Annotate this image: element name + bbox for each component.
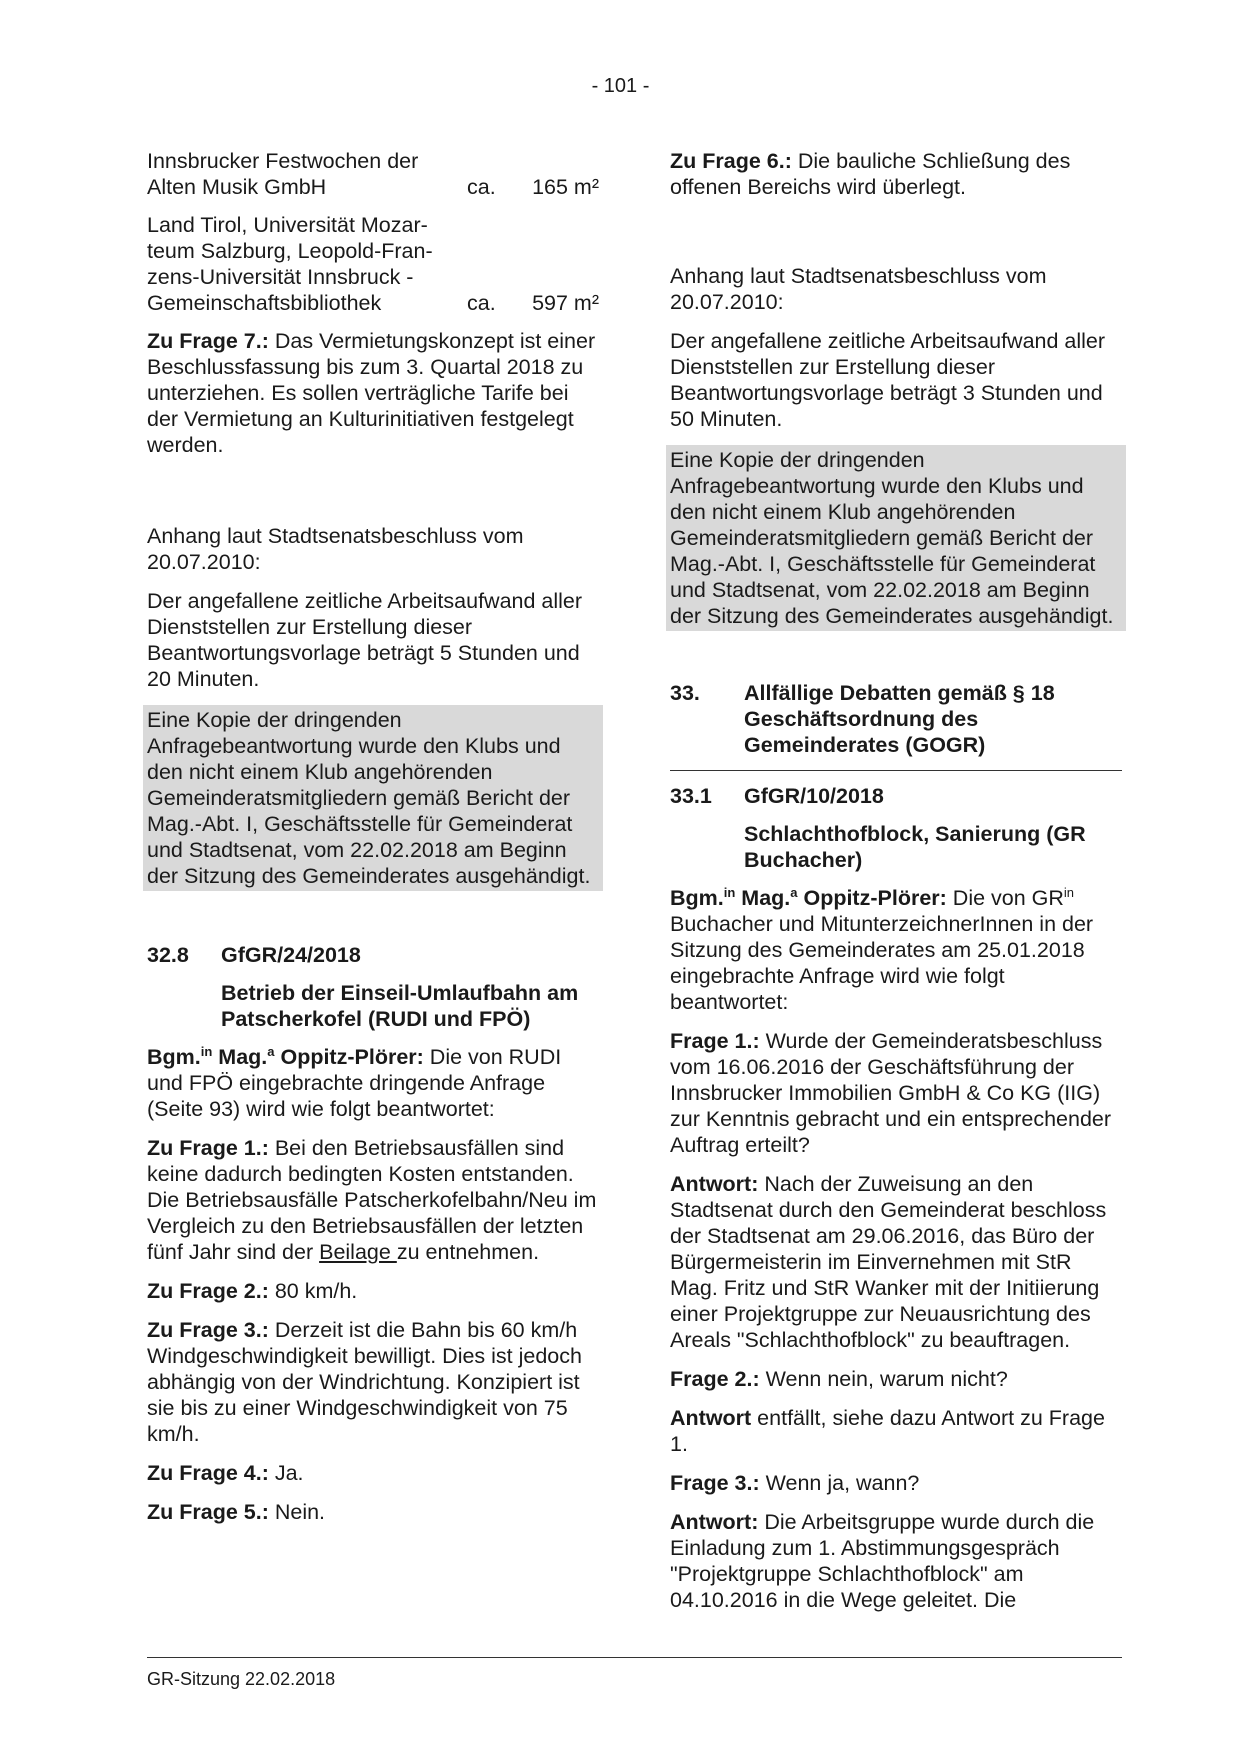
tenant-name-line: teum Salzburg, Leopold-Fran- [147, 239, 433, 263]
tenant-name-line: Gemeinschaftsbibliothek [147, 291, 382, 315]
subsection-id: GfGR/10/2018 [744, 784, 884, 808]
answer-q6: Zu Frage 6.: Die bauliche Schließung des offenen Bereichs wird überlegt. [670, 149, 1071, 199]
copy-notice: Eine Kopie der dringenden Anfragebeantwortung wurde den Klubs und den nicht einem Klub angehörenden Gemeinderatsmitgliedern gemäß Bericht der Mag.-Abt. I, Geschäftsstelle für Gemeinderat und Stadtsenat, vom 22.02.2018 am Beginn der Sitzung des Gemeinderates ausgehändigt. [666, 445, 1126, 631]
tenant-name-line: Alten Musik GmbH [147, 175, 327, 199]
left-column [147, 148, 599, 1538]
section-number: 33. [670, 681, 700, 705]
tenant-entry [147, 148, 599, 200]
footer-divider [147, 1657, 1122, 1658]
section-number: 32.8 [147, 943, 189, 967]
question-3: Frage 3.: Wenn ja, wann? [670, 1471, 920, 1495]
section-divider [670, 770, 1122, 771]
answer-1: Antwort: Nach der Zuweisung an den Stadtsenat durch den Gemeinderat beschloss der Stadtsenat am 29.06.2016, das Büro der Bürgermeisterin im Einvernehmen mit StR Mag. Fritz und StR Wanker mit der Initiierung einer Projektgruppe zur Neuausrichtung des Areals "Schlachthofblock" zu beauftragen. [670, 1172, 1107, 1352]
attachment-link[interactable]: Beilage [319, 1240, 397, 1264]
effort-text: Der angefallene zeitliche Arbeitsaufwand aller Dienststellen zur Erstellung dieser Beantwortungsvorlage beträgt 5 Stunden und 20 Minuten. [147, 589, 583, 691]
section-heading [670, 680, 1122, 758]
subsection-number: 33.1 [670, 784, 712, 808]
appendix-heading: Anhang laut Stadtsenatsbeschluss vom 20.07.2010: [670, 264, 1047, 314]
answer-q1: Zu Frage 1.: Bei den Betriebsausfällen sind keine dadurch bedingten Kosten entstanden. Die Betriebsausfälle Patscherkofelbahn/Neu im Vergleich zu den Betriebsausfällen der letzten fünf Jahr sind der Beilage zu entnehmen. [147, 1136, 597, 1264]
section-heading [147, 942, 599, 968]
effort-text: Der angefallene zeitliche Arbeitsaufwand aller Dienststellen zur Erstellung dieser Beantwortungsvorlage beträgt 3 Stunden und 50 Minuten. [670, 329, 1106, 431]
tenant-entry [147, 212, 599, 316]
question-2: Frage 2.: Wenn nein, warum nicht? [670, 1367, 1008, 1391]
copy-notice: Eine Kopie der dringenden Anfragebeantwortung wurde den Klubs und den nicht einem Klub angehörenden Gemeinderatsmitgliedern gemäß Bericht der Mag.-Abt. I, Geschäftsstelle für Gemeinderat und Stadtsenat, vom 22.02.2018 am Beginn der Sitzung des Gemeinderates ausgehändigt. [143, 705, 603, 891]
section-title: Allfällige Debatten gemäß § 18 Geschäftsordnung des Gemeinderates (GOGR) [744, 681, 1055, 757]
subsection-title: Schlachthofblock, Sanierung (GR Buchacher) [744, 822, 1086, 872]
subsection-heading [670, 783, 1122, 809]
tenant-ca: ca. [467, 291, 496, 315]
answer-q5: Zu Frage 5.: Nein. [147, 1500, 326, 1524]
question-1: Frage 1.: Wurde der Gemeinderatsbeschluss vom 16.06.2016 der Geschäftsführung der Innsbrucker Immobilien GmbH & Co KG (IIG) zur Kenntnis gebracht und ein entsprechender Auftrag erteilt? [670, 1029, 1112, 1157]
mayor-intro: Bgm.$^{in}$ Mag.$^a$ Oppitz-Plörer: Die von $GR^{in}$ Buchacher und MitunterzeichnerInnen in der Sitzung des Gemeinderates am 25.01.2018 eingebrachte Anfrage wird wie folgt beantwortet: [670, 884, 1094, 1014]
tenant-area: 165 m² [532, 175, 599, 199]
tenant-area: 597 m² [532, 291, 599, 315]
answer-q3: Zu Frage 3.: Derzeit ist die Bahn bis 60 km/h Windgeschwindigkeit bewilligt. Dies ist jedoch abhängig von der Windrichtung. Konzipiert ist sie bis zu einer Windgeschwindigkeit von 75 km/h. [147, 1318, 582, 1446]
tenant-name-line: Innsbrucker Festwochen der [147, 149, 419, 173]
answer-q2: Zu Frage 2.: 80 km/h. [147, 1279, 358, 1303]
footer-text: GR-Sitzung 22.02.2018 [147, 1669, 336, 1689]
mayor-intro: Bgm.$^{in}$ Mag.$^a$ Oppitz-Plörer: Die von RUDI und FPÖ eingebrachte dringende Anfrage (Seite 93) wird wie folgt beantwortet: [147, 1043, 562, 1121]
answer-q4: Zu Frage 4.: Ja. [147, 1461, 304, 1485]
answer-2: Antwort entfällt, siehe dazu Antwort zu Frage 1. [670, 1406, 1105, 1456]
answer-q7: Zu Frage 7.: Das Vermietungskonzept ist einer Beschlussfassung bis zum 3. Quartal 2018 zu unterziehen. Es sollen verträgliche Tarife bei der Vermietung an Kulturinitiativen festgelegt werden. [147, 329, 596, 457]
tenant-name-line: Land Tirol, Universität Mozar- [147, 213, 428, 237]
tenant-ca: ca. [467, 175, 496, 199]
right-column [670, 148, 1122, 1626]
answer-3: Antwort: Die Arbeitsgruppe wurde durch die Einladung zum 1. Abstimmungsgespräch "Projektgruppe Schlachthofblock" am 04.10.2016 in die Wege geleitet. Die [670, 1510, 1095, 1612]
page-number: - 101 - [591, 75, 650, 97]
tenant-name-line: zens-Universität Innsbruck - [147, 265, 414, 289]
appendix-heading: Anhang laut Stadtsenatsbeschluss vom 20.07.2010: [147, 524, 524, 574]
section-title: Betrieb der Einseil-Umlaufbahn am Patscherkofel (RUDI und FPÖ) [221, 981, 579, 1031]
section-id: GfGR/24/2018 [221, 943, 361, 967]
